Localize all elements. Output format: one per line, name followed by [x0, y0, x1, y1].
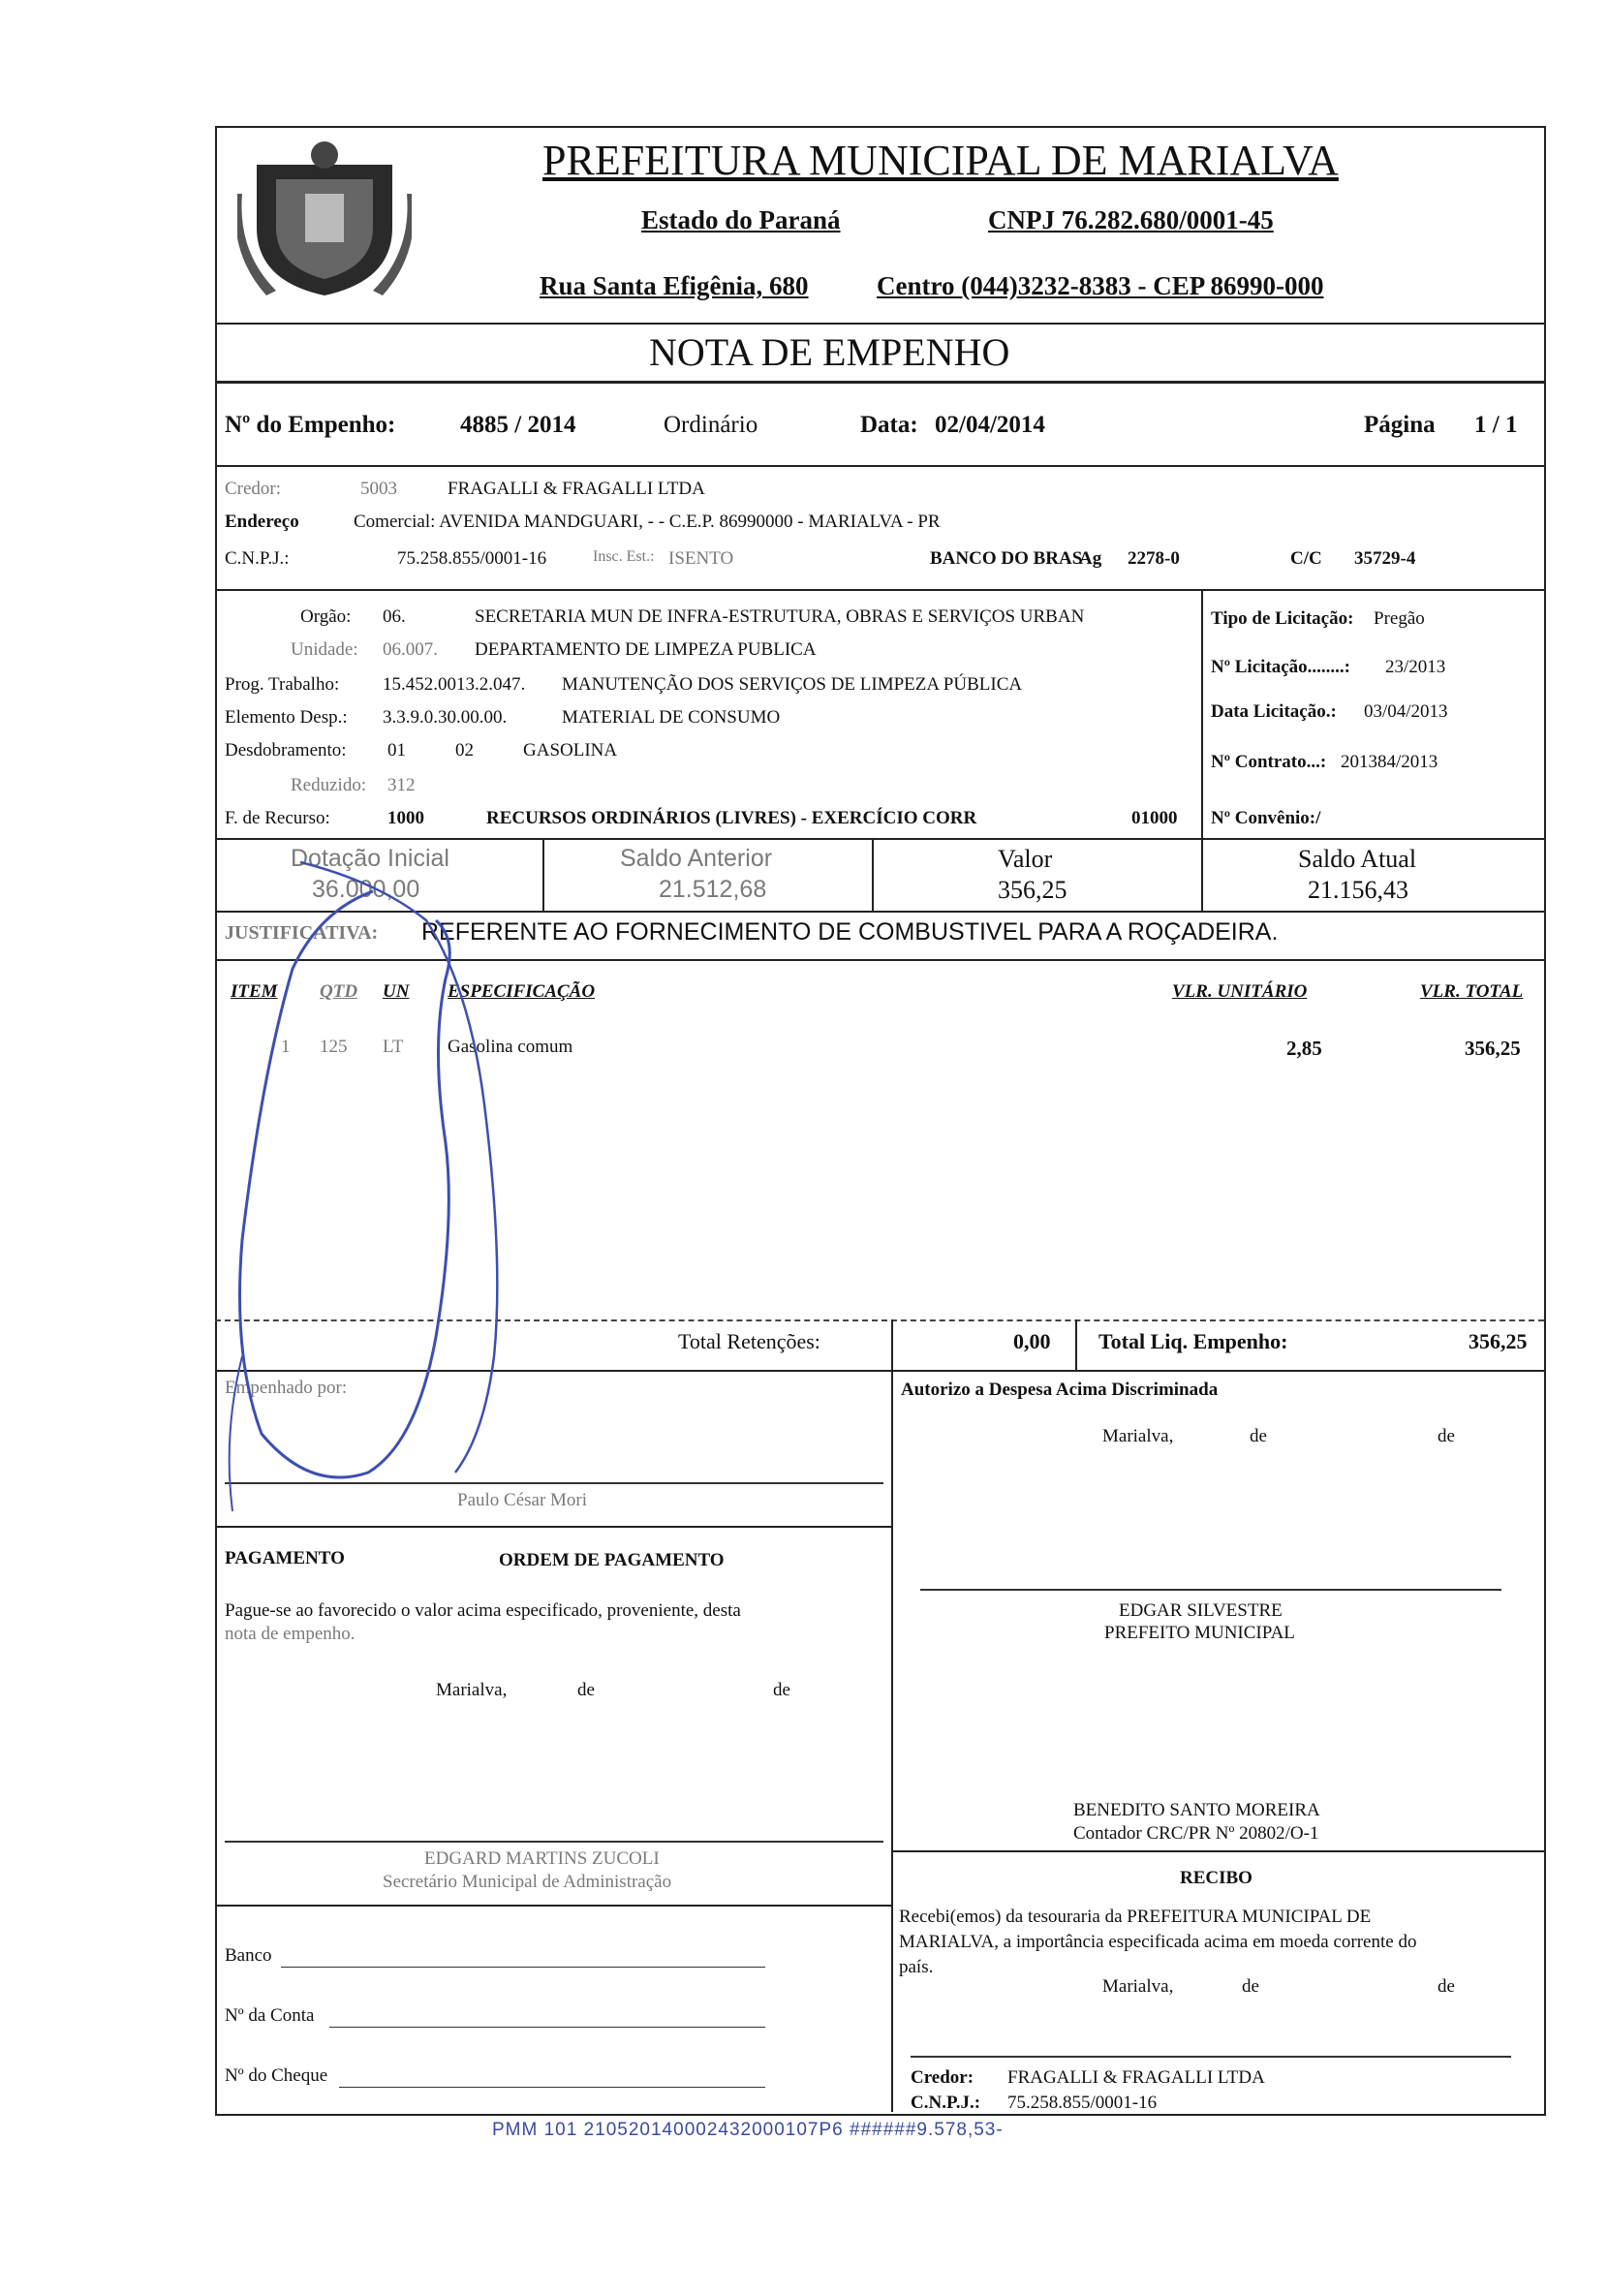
recibo-title: RECIBO [1180, 1868, 1252, 1888]
prefeito-role: PREFEITO MUNICIPAL [1104, 1623, 1295, 1643]
tipo-licitacao-value: Pregão [1374, 608, 1425, 629]
convenio-label: Nº Convênio:/ [1211, 808, 1321, 828]
total-liquido-label: Total Liq. Empenho: [1098, 1329, 1288, 1353]
contador-role: Contador CRC/PR Nº 20802/O-1 [1073, 1823, 1319, 1844]
elem-name: MATERIAL DE CONSUMO [562, 707, 781, 728]
saldo-anterior-value: 21.512,68 [659, 876, 767, 903]
conta-line [329, 2027, 765, 2028]
cheque-line [339, 2087, 765, 2088]
qtd-column-header: QTD [320, 981, 358, 1002]
address-street: Rua Santa Efigênia, 680 [540, 271, 809, 300]
divider [1075, 1319, 1077, 1370]
divider [215, 381, 1544, 384]
elem-label: Elemento Desp.: [225, 707, 348, 728]
agency-value: 2278-0 [1128, 548, 1180, 569]
insc-value: ISENTO [668, 548, 734, 569]
orgao-label: Orgão: [300, 606, 352, 627]
valor-value: 356,25 [998, 876, 1067, 904]
tipo-licitacao-label: Tipo de Licitação: [1211, 608, 1354, 629]
reduzido-label: Reduzido: [291, 775, 367, 795]
fonte-number: 01000 [1131, 808, 1178, 828]
date-label: Data: [860, 412, 918, 438]
divider [891, 1370, 893, 2112]
orgao-code: 06. [383, 606, 406, 627]
insc-label: Insc. Est.: [593, 548, 655, 565]
cnpj-header: CNPJ 76.282.680/0001-45 [988, 205, 1274, 234]
unidade-code: 06.007. [383, 639, 438, 660]
contador-name: BENEDITO SANTO MOREIRA [1073, 1800, 1320, 1820]
signature-line [920, 1589, 1501, 1591]
valor-label: Valor [998, 845, 1053, 873]
coat-of-arms-icon [237, 136, 412, 300]
item-qty: 125 [320, 1037, 348, 1057]
recibo-text-2: MARIALVA, a importância especificada acima em moeda corrente do [899, 1932, 1417, 1952]
endereco-label: Endereço [225, 512, 299, 532]
prog-name: MANUTENÇÃO DOS SERVIÇOS DE LIMPEZA PÚBLICA [562, 674, 1023, 695]
divider [215, 1905, 891, 1907]
item-number: 1 [281, 1037, 291, 1057]
un-column-header: UN [383, 981, 410, 1002]
divider [215, 323, 1544, 325]
empenho-number: 4885 / 2014 [460, 412, 576, 438]
total-column-header: VLR. TOTAL [1420, 981, 1524, 1002]
ordem-pagamento-title: ORDEM DE PAGAMENTO [499, 1550, 725, 1570]
page-number: 1 / 1 [1474, 412, 1518, 438]
date-value: 02/04/2014 [935, 412, 1045, 438]
empenhado-name: Paulo César Mori [457, 1490, 588, 1510]
item-column-header: ITEM [231, 981, 278, 1002]
desd-code: 01 [387, 740, 406, 760]
banco-line [281, 1967, 765, 1968]
dotacao-inicial-value: 36.000,00 [312, 876, 420, 903]
city-label-2: Marialva, [436, 1680, 508, 1700]
total-liquido-value: 356,25 [1469, 1329, 1528, 1353]
date-de-3: de [577, 1680, 595, 1700]
page-title: PREFEITURA MUNICIPAL DE MARIALVA [542, 137, 1339, 184]
recibo-credor-label: Credor: [911, 2067, 974, 2088]
credor-label: Credor: [225, 479, 282, 499]
desd-name: GASOLINA [523, 740, 618, 760]
prog-code: 15.452.0013.2.047. [383, 674, 526, 695]
signature-line [911, 2056, 1511, 2058]
secretario-name: EDGARD MARTINS ZUCOLI [424, 1848, 660, 1869]
licitacao-number-label: Nº Licitação........: [1211, 657, 1350, 677]
city-label-3: Marialva, [1102, 1976, 1174, 1997]
licitacao-date-value: 03/04/2013 [1364, 701, 1448, 722]
dotacao-inicial-label: Dotação Inicial [291, 845, 449, 872]
page-label: Página [1364, 412, 1436, 438]
orgao-name: SECRETARIA MUN DE INFRA-ESTRUTURA, OBRAS E SERVIÇOS URBAN [475, 606, 1085, 627]
fonte-code: 1000 [387, 808, 424, 828]
divider [891, 1319, 893, 1370]
pagamento-label: PAGAMENTO [225, 1548, 345, 1568]
conta-label: Nº da Conta [225, 2005, 315, 2026]
empenhado-label: Empenhado por: [225, 1378, 348, 1398]
saldo-atual-value: 21.156,43 [1308, 876, 1408, 904]
licitacao-number-value: 23/2013 [1385, 657, 1446, 677]
signature-line [225, 1841, 883, 1843]
date-de-5: de [1242, 1976, 1259, 1997]
desd-code2: 02 [455, 740, 474, 760]
item-unit: LT [383, 1037, 404, 1057]
agency-label: Ag [1079, 548, 1102, 569]
handwritten-signature [203, 853, 630, 1531]
recibo-cnpj-value: 75.258.855/0001-16 [1007, 2093, 1158, 2113]
saldo-anterior-label: Saldo Anterior [620, 845, 773, 872]
saldo-atual-label: Saldo Atual [1298, 845, 1417, 873]
divider [215, 465, 1544, 467]
account-value: 35729-4 [1354, 548, 1416, 569]
bank-name: BANCO DO BRAS [930, 548, 1083, 569]
pague-text: Pague-se ao favorecido o valor acima especificado, proveniente, desta [225, 1600, 741, 1621]
date-de-6: de [1438, 1976, 1455, 1997]
especificacao-column-header: ESPECIFICAÇÃO [448, 981, 596, 1002]
justificativa-text: REFERENTE AO FORNECIMENTO DE COMBUSTIVEL PARA A ROÇADEIRA. [421, 918, 1279, 946]
divider [1201, 838, 1203, 911]
account-label: C/C [1290, 548, 1322, 569]
reduzido-value: 312 [387, 775, 416, 795]
date-de-2: de [1438, 1426, 1455, 1446]
state-label: Estado do Paraná [641, 205, 841, 234]
unit-price-column-header: VLR. UNITÁRIO [1172, 981, 1308, 1002]
licitacao-date-label: Data Licitação.: [1211, 701, 1337, 722]
address-details: Centro (044)3232-8383 - CEP 86990-000 [877, 271, 1324, 300]
secretario-role: Secretário Municipal de Administração [383, 1872, 672, 1892]
banco-label: Banco [225, 1945, 272, 1966]
recibo-text-3: país. [899, 1957, 934, 1977]
autorizo-label: Autorizo a Despesa Acima Discriminada [901, 1380, 1219, 1400]
date-de-4: de [773, 1680, 790, 1700]
recibo-cnpj-label: C.N.P.J.: [911, 2093, 981, 2113]
divider [215, 589, 1544, 591]
cnpj-label: C.N.P.J.: [225, 548, 290, 569]
recibo-text-1: Recebi(emos) da tesouraria da PREFEITURA MUNICIPAL DE [899, 1907, 1372, 1927]
endereco-value: Comercial: AVENIDA MANDGUARI, - - C.E.P. 86990000 - MARIALVA - PR [354, 512, 941, 532]
credor-name: FRAGALLI & FRAGALLI LTDA [448, 479, 705, 499]
prefeito-name: EDGAR SILVESTRE [1119, 1600, 1283, 1621]
cnpj-value: 75.258.855/0001-16 [397, 548, 547, 569]
divider [215, 838, 1544, 840]
fonte-name: RECURSOS ORDINÁRIOS (LIVRES) - EXERCÍCIO CORR [486, 808, 977, 828]
document-title: NOTA DE EMPENHO [649, 330, 1010, 374]
unidade-label: Unidade: [291, 639, 358, 660]
footer-code: PMM 101 210520140002432000107P6 ######9.578,53- [492, 2120, 1004, 2140]
empenho-label: Nº do Empenho: [225, 412, 396, 438]
divider [1201, 589, 1203, 839]
desd-label: Desdobramento: [225, 740, 347, 760]
date-de-1: de [1250, 1426, 1267, 1446]
prog-label: Prog. Trabalho: [225, 674, 340, 695]
item-total: 356,25 [1465, 1037, 1521, 1060]
fonte-label: F. de Recurso: [225, 808, 330, 828]
pague-text-2: nota de empenho. [225, 1624, 356, 1644]
contrato-value: 201384/2013 [1341, 752, 1438, 772]
item-unit-price: 2,85 [1286, 1037, 1322, 1060]
contrato-label: Nº Contrato...: [1211, 752, 1327, 772]
city-label-1: Marialva, [1102, 1426, 1174, 1446]
retencoes-value: 0,00 [1013, 1329, 1051, 1353]
item-description: Gasolina comum [448, 1037, 573, 1057]
divider [872, 838, 874, 911]
credor-code: 5003 [360, 479, 397, 499]
unidade-name: DEPARTAMENTO DE LIMPEZA PUBLICA [475, 639, 817, 660]
empenho-type: Ordinário [664, 412, 758, 438]
retencoes-label: Total Retenções: [678, 1329, 820, 1353]
elem-code: 3.3.9.0.30.00.00. [383, 707, 508, 728]
recibo-credor-name: FRAGALLI & FRAGALLI LTDA [1007, 2067, 1265, 2088]
divider [891, 1850, 1544, 1852]
cheque-label: Nº do Cheque [225, 2065, 328, 2086]
justificativa-label: JUSTIFICATIVA: [225, 922, 379, 944]
